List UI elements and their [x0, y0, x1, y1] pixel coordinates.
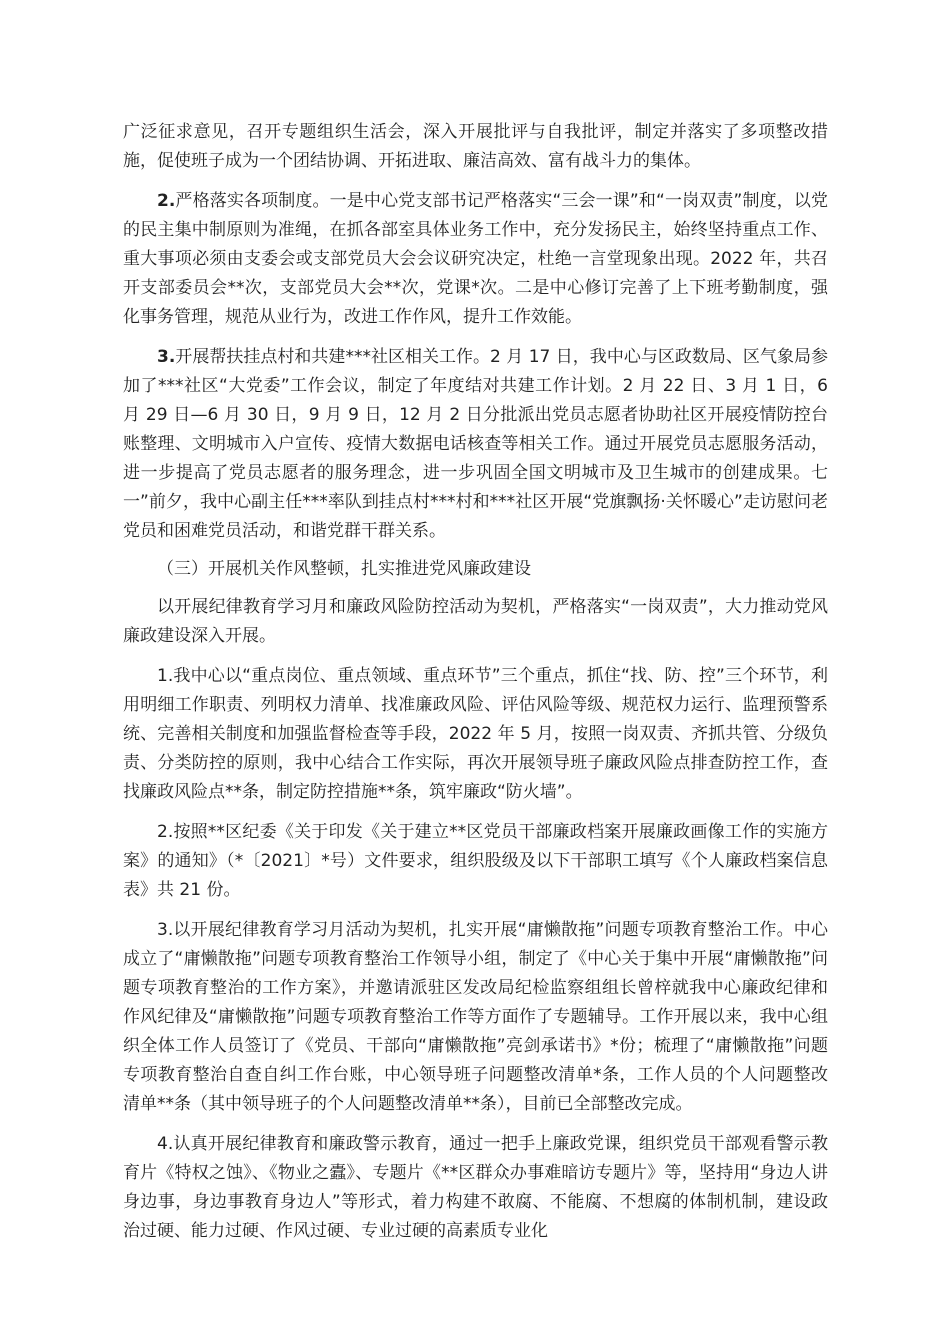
document-body [123, 118, 828, 1246]
item-number: 2. [157, 191, 176, 211]
paragraph-point-4: 4.认真开展纪律教育和廉政警示教育，通过一把手上廉政党课，组织党员干部观看警示教育片《特权之蚀》、《物业之蠹》、专题片《**区群众办事难暗访专题片》等，坚持用“身边人讲身边事，身边事教育身边人”等形式，着力构建不敢腐、不能腐、不想腐的体制机制，建设政治过硬、能力过硬、作风过硬、专业过硬的高素质专业化 [123, 1134, 828, 1241]
paragraph-point-2: 2.按照**区纪委《关于印发《关于建立**区党员干部廉政档案开展廉政画像工作的实施方案》的通知》（*〔2021〕*号）文件要求，组织股级及以下干部职工填写《个人廉政档案信息表》共 21 份。 [123, 822, 828, 900]
paragraph-continuation: 广泛征求意见，召开专题组织生活会，深入开展批评与自我批评，制定并落实了多项整改措施，促使班子成为一个团结协调、开拓进取、廉洁高效、富有战斗力的集体。 [123, 122, 828, 171]
item-text: 严格落实各项制度。一是中心党支部书记严格落实“三会一课”和“一岗双责”制度，以党的民主集中制原则为准绳，在抓各部室具体业务工作中，充分发扬民主，始终坚持重点工作、重大事项必须由支委会或支部党员大会会议研究决定，杜绝一言堂现象出现。2022 年，共召开支部委员会**次，支部党员大会**次，党课*次。二是中心修订完善了上下班考勤制度，强化事务管理，规范从业行为，改进工作作风，提升工作效能。 [123, 191, 828, 327]
paragraph-point-1: 1.我中心以“重点岗位、重点领域、重点环节”三个重点，抓住“找、防、控”三个环节，利用明细工作职责、列明权力清单、找准廉政风险、评估风险等级、规范权力运行、监理预警系统、完善相关制度和加强监督检查等手段，2022 年 5 月，按照一岗双责、齐抓共管、分级负责、分类防控的原则，我中心结合工作实际，再次开展领导班子廉政风险点排查防控工作，查找廉政风险点**条，制定防控措施**条，筑牢廉政“防火墙”。 [123, 666, 828, 802]
section-heading: （三）开展机关作风整顿，扎实推进党风廉政建设 [157, 559, 531, 579]
paragraph-item-3 [123, 343, 828, 546]
paragraph-item-2 [123, 187, 828, 332]
paragraph-point-3: 3.以开展纪律教育学习月活动为契机，扎实开展“庸懒散拖”问题专项教育整治工作。中心成立了“庸懒散拖”问题专项教育整治工作领导小组，制定了《中心关于集中开展“庸懒散拖”问题专项教育整治的工作方案》，并邀请派驻区发改局纪检监察组组长曾梓就我中心廉政纪律和作风纪律及“庸懒散拖”问题专项教育整治工作等方面作了专题辅导。工作开展以来，我中心组织全体工作人员签订了《党员、干部向“庸懒散拖”亮剑承诺书》*份；梳理了“庸懒散拖”问题专项教育整治自查自纠工作台账，中心领导班子问题整改清单*条，工作人员的个人问题整改清单**条（其中领导班子的个人问题整改清单**条），目前已全部整改完成。 [123, 920, 828, 1114]
paragraph-intro: 以开展纪律教育学习月和廉政风险防控活动为契机，严格落实“一岗双责”，大力推动党风廉政建设深入开展。 [123, 597, 828, 646]
item-text: 开展帮扶挂点村和共建***社区相关工作。2 月 17 日，我中心与区政数局、区气象局参加了***社区“大党委”工作会议，制定了年度结对共建工作计划。2 月 22 日、3 月 1 日，6 月 29 日—6 月 30 日，9 月 9 日，12 月 2 日分批派出党员志愿者协助社区开展疫情防控台账整理、文明城市入户宣传、疫情大数据电话核查等相关工作。通过开展党员志愿服务活动，进一步提高了党员志愿者的服务理念，进一步巩固全国文明城市及卫生城市的创建成果。七一”前夕，我中心副主任***率队到挂点村***村和***社区开展“党旗飘扬·关怀暖心”走访慰问老党员和困难党员活动，和谐党群干群关系。 [123, 347, 828, 541]
item-number: 3. [157, 347, 176, 367]
